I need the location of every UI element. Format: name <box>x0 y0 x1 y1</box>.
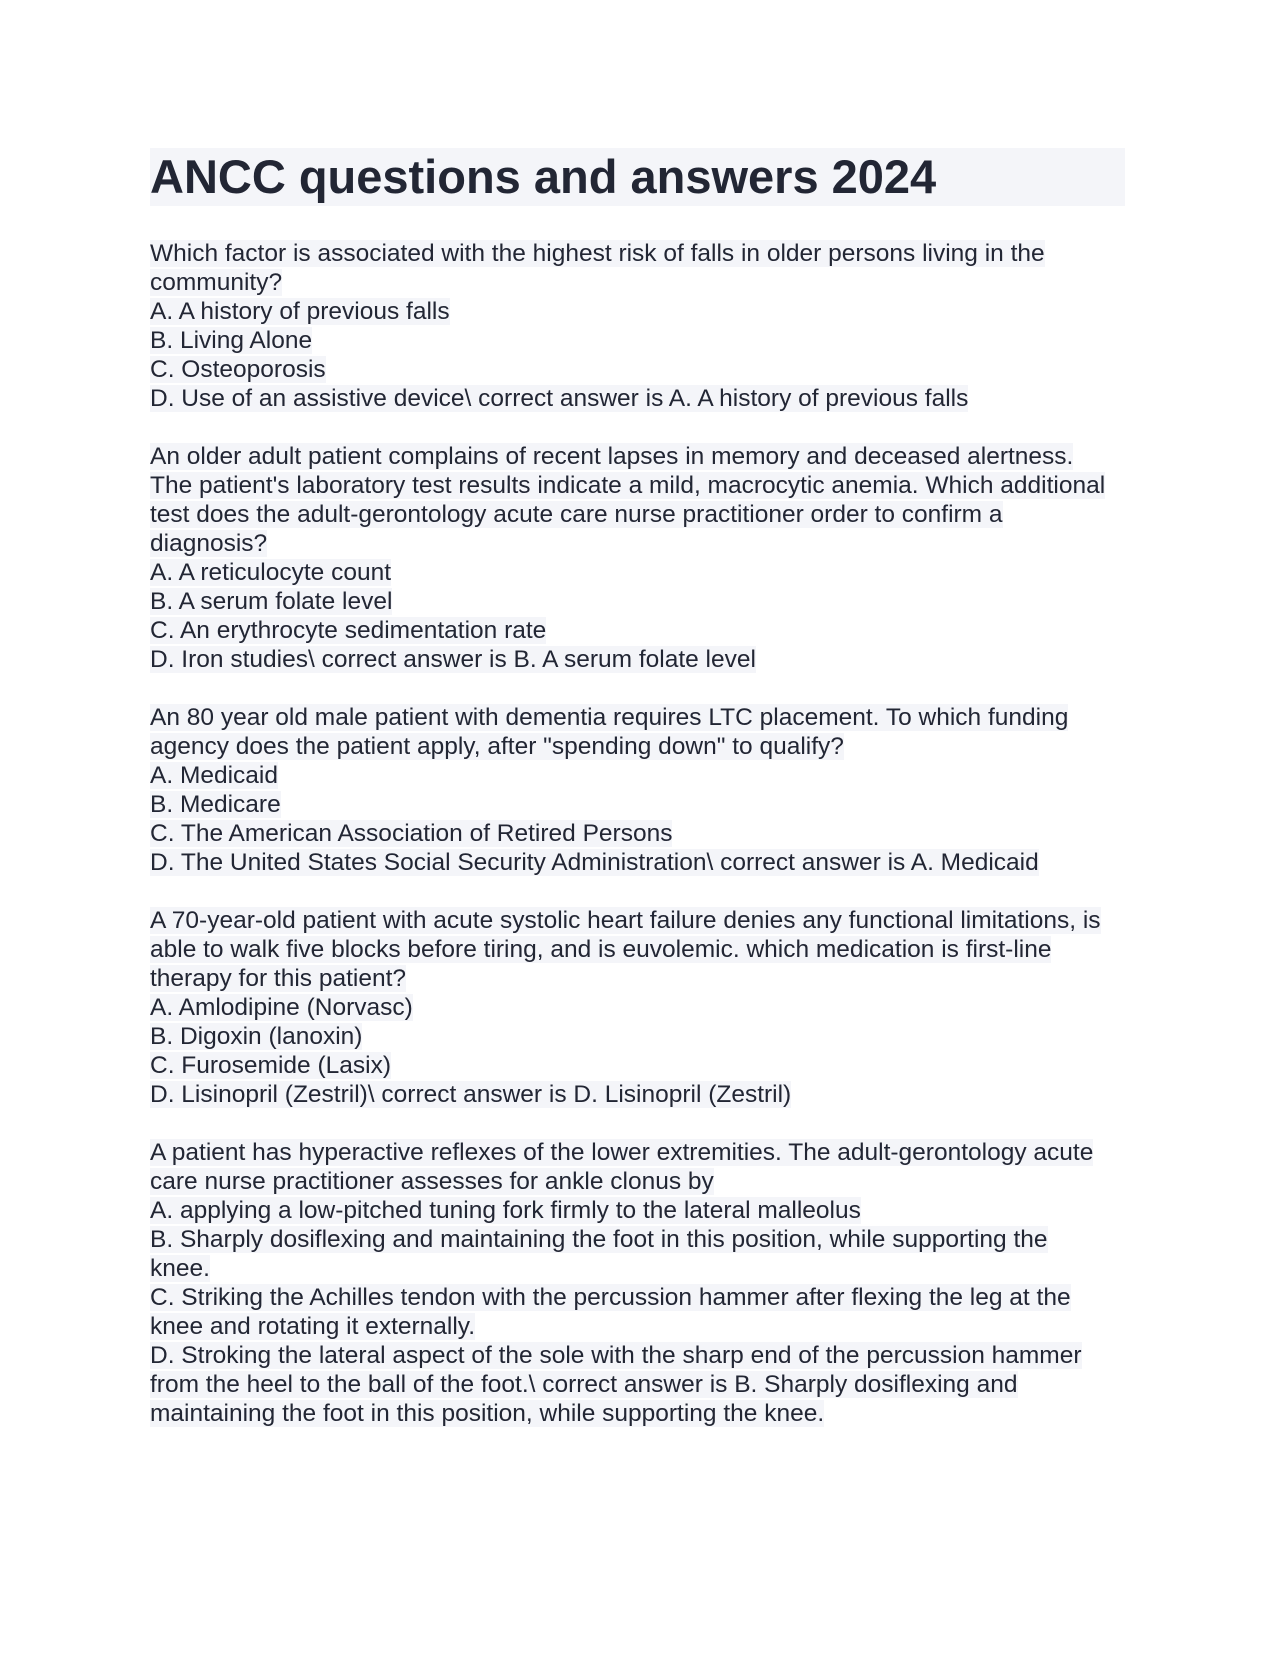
text-line <box>150 355 1130 384</box>
text-line <box>150 529 1130 558</box>
question-list <box>150 239 1130 1428</box>
page-title: ANCC questions and answers 2024 <box>150 150 937 203</box>
text-line <box>150 384 1130 413</box>
text-line-content: B. Sharply dosiflexing and maintaining the foot in this position, while supporting the <box>150 1226 1048 1253</box>
text-line <box>150 1080 1130 1109</box>
text-line-content: agency does the patient apply, after "spending down" to qualify? <box>150 733 844 760</box>
text-line-content: An 80 year old male patient with dementia requires LTC placement. To which funding <box>150 704 1069 731</box>
text-line-content: knee and rotating it externally. <box>150 1313 476 1340</box>
text-line-content: A. A history of previous falls <box>150 298 450 325</box>
text-line-content: test does the adult-gerontology acute care nurse practitioner order to confirm a <box>150 501 1003 528</box>
text-line <box>150 471 1130 500</box>
text-line <box>150 819 1130 848</box>
question-block <box>150 906 1130 1109</box>
text-line <box>150 616 1130 645</box>
text-line <box>150 1051 1130 1080</box>
text-line-content: B. Medicare <box>150 791 281 818</box>
text-line <box>150 1225 1130 1254</box>
text-line-content: maintaining the foot in this position, while supporting the knee. <box>150 1400 825 1427</box>
text-line <box>150 732 1130 761</box>
text-line-content: D. Use of an assistive device\ correct answer is A. A history of previous falls <box>150 385 969 412</box>
text-line <box>150 1283 1130 1312</box>
text-line <box>150 1022 1130 1051</box>
text-line <box>150 993 1130 1022</box>
text-line <box>150 906 1130 935</box>
text-line <box>150 1167 1130 1196</box>
text-line-content: A. Amlodipine (Norvasc) <box>150 994 413 1021</box>
text-line <box>150 558 1130 587</box>
text-line-content: care nurse practitioner assesses for ankle clonus by <box>150 1168 714 1195</box>
text-line <box>150 1399 1130 1428</box>
text-line-content: A. Medicaid <box>150 762 279 789</box>
text-line <box>150 239 1130 268</box>
text-line <box>150 1196 1130 1225</box>
text-line <box>150 1370 1130 1399</box>
text-line <box>150 268 1130 297</box>
text-line <box>150 587 1130 616</box>
text-line <box>150 761 1130 790</box>
document-body <box>150 148 1130 1457</box>
text-line-content: C. Striking the Achilles tendon with the percussion hammer after flexing the leg at the <box>150 1284 1071 1311</box>
question-block <box>150 1138 1130 1428</box>
text-line-content: B. Living Alone <box>150 327 313 354</box>
text-line <box>150 442 1130 471</box>
text-line <box>150 1254 1130 1283</box>
text-line-content: C. The American Association of Retired Persons <box>150 820 673 847</box>
text-line-content: A 70-year-old patient with acute systolic heart failure denies any functional limitations, is <box>150 907 1101 934</box>
text-line <box>150 848 1130 877</box>
text-line-content: D. The United States Social Security Administration\ correct answer is A. Medicaid <box>150 849 1039 876</box>
text-line <box>150 500 1130 529</box>
text-line <box>150 297 1130 326</box>
text-line-content: therapy for this patient? <box>150 965 407 992</box>
text-line-content: able to walk five blocks before tiring, and is euvolemic. which medication is first-line <box>150 936 1052 963</box>
text-line-content: D. Iron studies\ correct answer is B. A serum folate level <box>150 646 756 673</box>
text-line-content: knee. <box>150 1255 210 1282</box>
text-line-content: A patient has hyperactive reflexes of the lower extremities. The adult-gerontology acute <box>150 1139 1094 1166</box>
text-line <box>150 703 1130 732</box>
text-line-content: C. An erythrocyte sedimentation rate <box>150 617 547 644</box>
text-line-content: D. Stroking the lateral aspect of the sole with the sharp end of the percussion hammer <box>150 1342 1082 1369</box>
text-line <box>150 645 1130 674</box>
question-block <box>150 442 1130 674</box>
text-line-content: B. A serum folate level <box>150 588 393 615</box>
question-block <box>150 703 1130 877</box>
text-line <box>150 790 1130 819</box>
text-line-content: B. Digoxin (lanoxin) <box>150 1023 363 1050</box>
text-line-content: diagnosis? <box>150 530 268 557</box>
text-line <box>150 1341 1130 1370</box>
text-line <box>150 964 1130 993</box>
text-line-content: An older adult patient complains of recent lapses in memory and deceased alertness. <box>150 443 1074 470</box>
text-line <box>150 1312 1130 1341</box>
text-line-content: The patient's laboratory test results indicate a mild, macrocytic anemia. Which additional <box>150 472 1106 499</box>
text-line <box>150 935 1130 964</box>
title-block <box>150 148 1125 206</box>
text-line-content: community? <box>150 269 283 296</box>
text-line-content: A. A reticulocyte count <box>150 559 392 586</box>
text-line-content: D. Lisinopril (Zestril)\ correct answer is D. Lisinopril (Zestril) <box>150 1081 792 1108</box>
text-line-content: A. applying a low-pitched tuning fork firmly to the lateral malleolus <box>150 1197 861 1224</box>
text-line-content: C. Furosemide (Lasix) <box>150 1052 391 1079</box>
text-line <box>150 1138 1130 1167</box>
text-line <box>150 326 1130 355</box>
question-block <box>150 239 1130 413</box>
text-line-content: from the heel to the ball of the foot.\ correct answer is B. Sharply dosiflexing and <box>150 1371 1018 1398</box>
text-line-content: C. Osteoporosis <box>150 356 326 383</box>
text-line-content: Which factor is associated with the highest risk of falls in older persons living in the <box>150 240 1045 267</box>
